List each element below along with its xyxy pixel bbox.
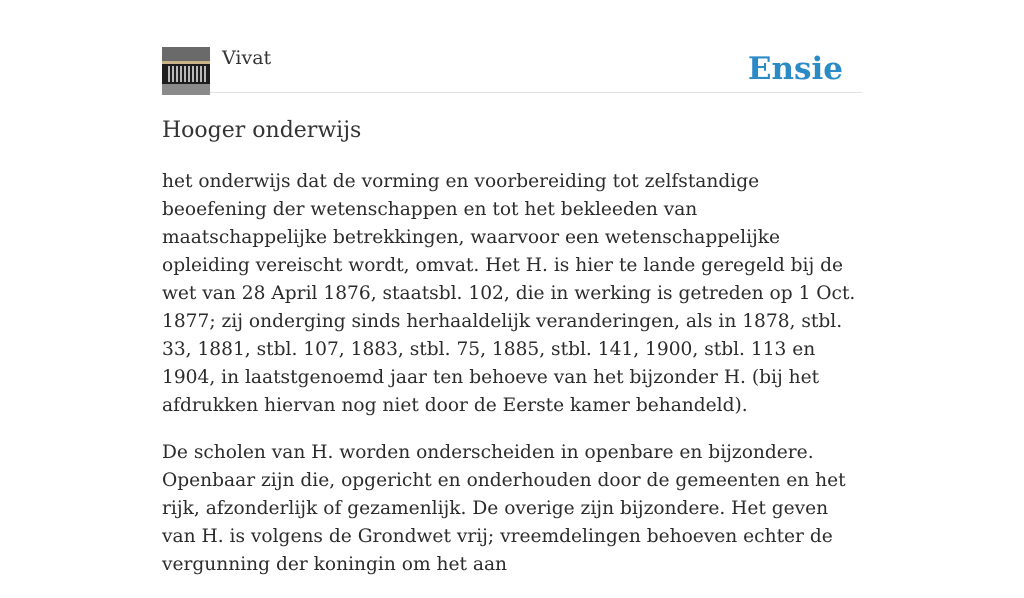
article-body xyxy=(162,168,864,598)
author-name[interactable]: Vivat xyxy=(222,47,272,69)
page-title: Hooger onderwijs xyxy=(162,118,362,143)
author-avatar[interactable] xyxy=(162,47,210,95)
bookshelf-icon xyxy=(162,47,210,95)
article-paragraph: het onderwijs dat de vorming en voorbereiding tot zelfstandige beoefening der wetenschappen en tot het bekleeden van maatschappelijke betrekkingen, waarvoor een wetenschappelijke opleiding vereischt wordt, omvat. Het H. is hier te lande geregeld bij de wet van 28 April 1876, staatsbl. 102, die in werking is getreden op 1 Oct. 1877; zij onderging sinds herhaaldelijk veranderingen, als in 1878, stbl. 33, 1881, stbl. 107, 1883, stbl. 75, 1885, stbl. 141, 1900, stbl. 113 en 1904, in laatstgenoemd jaar ten behoeve van het bijzonder H. (bij het afdrukken hiervan nog niet door de Eerste kamer behandeld). xyxy=(162,171,856,416)
header xyxy=(162,46,862,93)
article-paragraph: De scholen van H. worden onderscheiden in openbare en bijzondere. Openbaar zijn die, opgericht en onderhouden door de gemeenten en het rijk, afzonderlijk of gezamenlijk. De overige zijn bijzondere. Het geven van H. is volgens de Grondwet vrij; vreemdelingen behoeven echter de vergunning der koningin om het aan xyxy=(162,442,846,575)
ensie-logo[interactable]: Ensie xyxy=(747,51,843,87)
